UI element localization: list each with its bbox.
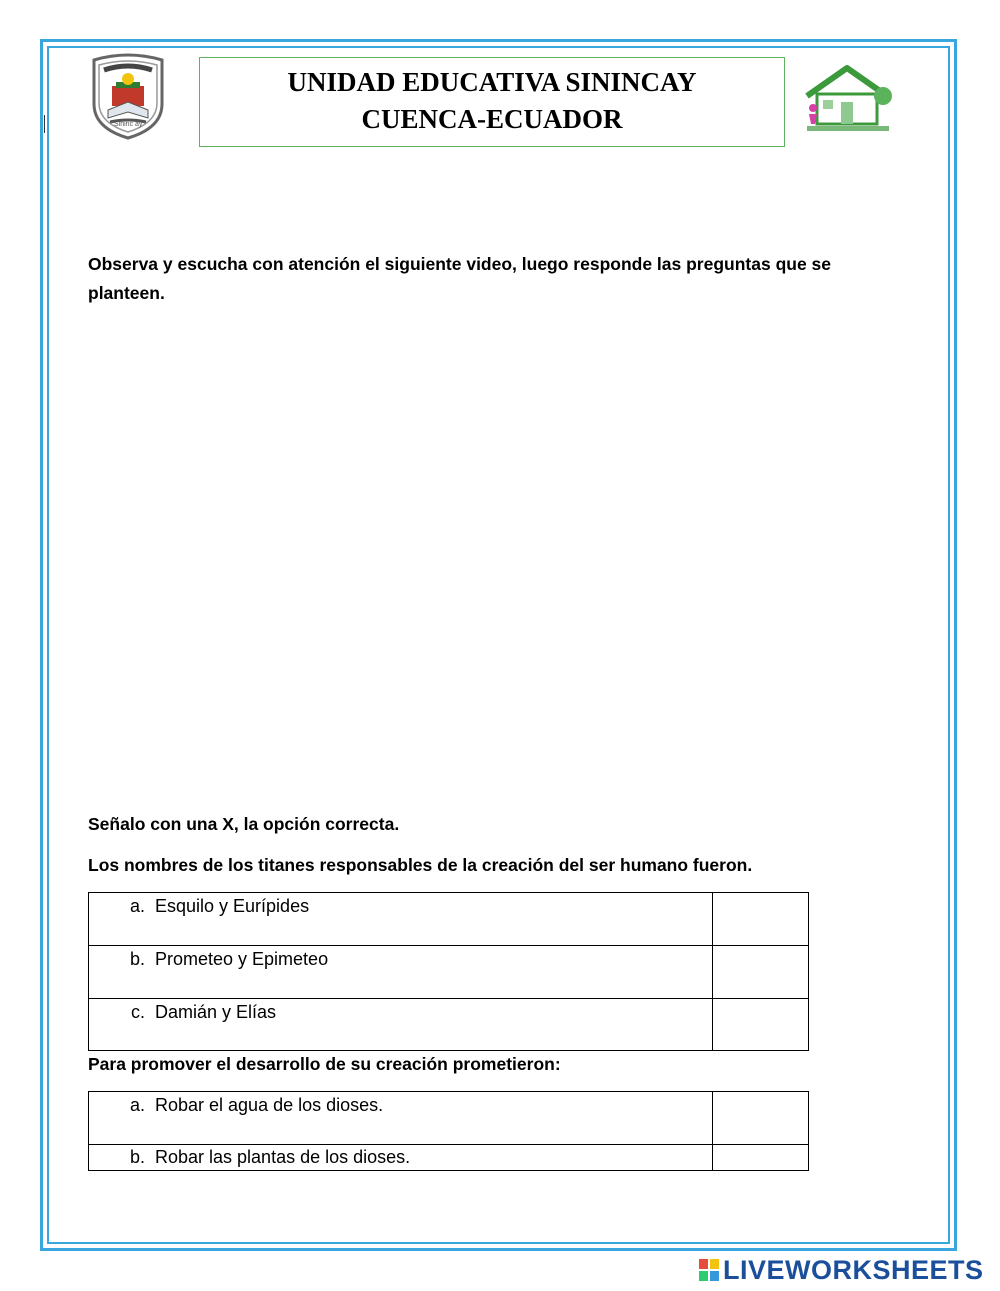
liveworksheets-logo-icon xyxy=(698,1258,720,1282)
option-text: Damián y Elías xyxy=(155,1002,277,1022)
watermark-text: LIVEWORKSHEETS xyxy=(723,1254,984,1285)
option-row xyxy=(89,1145,809,1171)
liveworksheets-watermark[interactable] xyxy=(698,1255,984,1285)
house-logo-icon xyxy=(803,62,893,134)
option-letter: a. xyxy=(129,1095,145,1115)
option-row xyxy=(89,1092,809,1145)
option-row xyxy=(89,893,809,946)
option-letter: c. xyxy=(130,1002,145,1022)
option-cell xyxy=(89,999,713,1051)
option-row xyxy=(89,999,809,1051)
answer-box[interactable] xyxy=(713,1145,809,1171)
answer-box[interactable] xyxy=(713,999,809,1051)
option-text: Robar el agua de los dioses. xyxy=(155,1095,384,1115)
option-cell xyxy=(89,1145,713,1171)
option-letter: a. xyxy=(129,896,145,916)
answer-box[interactable] xyxy=(713,1092,809,1145)
school-location: CUENCA-ECUADOR xyxy=(361,104,623,134)
option-cell xyxy=(89,1092,713,1145)
option-text: Robar las plantas de los dioses. xyxy=(155,1147,411,1167)
school-title: UNIDAD EDUCATIVA SININCAY xyxy=(287,67,697,97)
option-cell xyxy=(89,946,713,999)
section-directive: Señalo con una X, la opción correcta. xyxy=(88,814,400,834)
option-text: Prometeo y Epimeteo xyxy=(155,949,329,969)
school-title-box xyxy=(199,57,785,147)
option-cell xyxy=(89,893,713,946)
question-1-options xyxy=(88,892,809,1051)
question-1-prompt: Los nombres de los titanes responsables de la creación del ser humano fueron. xyxy=(88,855,753,875)
option-letter: b. xyxy=(129,949,145,969)
text-cursor-mark xyxy=(44,115,45,133)
question-2-prompt: Para promover el desarrollo de su creación prometieron: xyxy=(88,1054,561,1074)
question-2-options xyxy=(88,1091,809,1171)
instructions-text: Observa y escucha con atención el siguiente video, luego responde las preguntas que se planteen. xyxy=(88,254,832,303)
answer-box[interactable] xyxy=(713,946,809,999)
option-text: Esquilo y Eurípides xyxy=(155,896,310,916)
option-letter: b. xyxy=(129,1147,145,1167)
answer-box[interactable] xyxy=(713,893,809,946)
school-logo-caption: Sininc ay xyxy=(114,121,143,128)
option-row xyxy=(89,946,809,999)
